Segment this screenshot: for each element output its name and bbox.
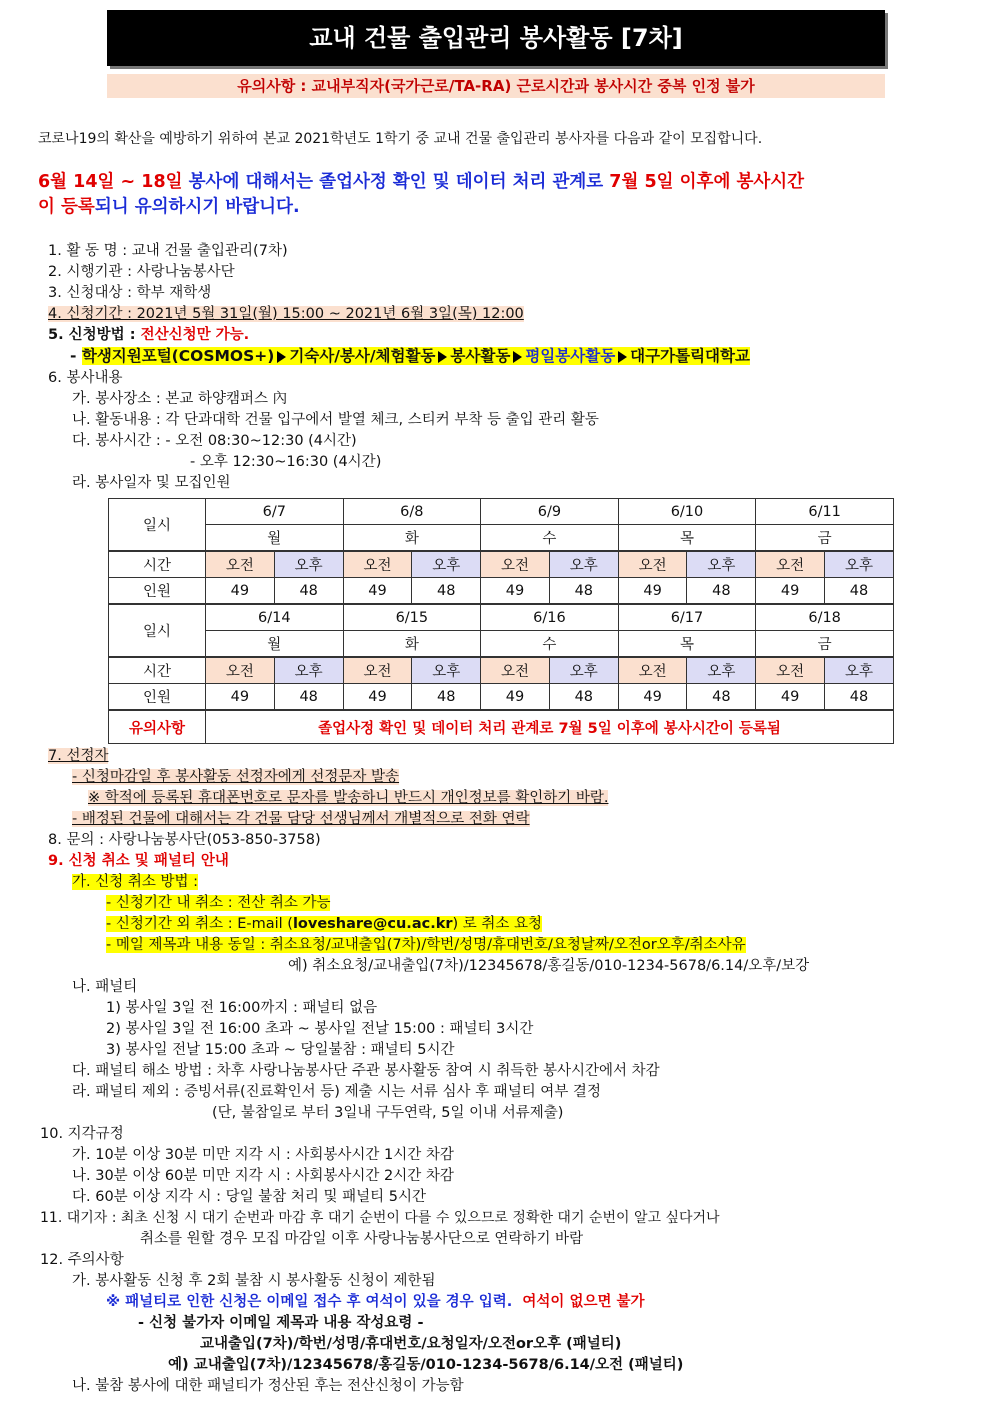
item-9a3-text: - 메일 제목과 내용 동일 : 취소요청/교내출입(7차)/학번/성명/휴대번호/요청날짜/오전or오후/취소사유 — [106, 937, 746, 953]
time-pm: 오후 — [274, 657, 343, 684]
count-pm: 48 — [274, 684, 343, 711]
triangle-right-icon — [513, 351, 522, 363]
path-step-university: 대구가톨릭대학교 — [630, 347, 750, 365]
count-am: 49 — [481, 578, 550, 605]
notice-banner: 유의사항 : 교내부직자(국가근로/TA-RA) 근로시간과 봉사시간 중복 인정 불가 — [107, 74, 885, 98]
item-12-example: 예) 교내출입(7차)/12345678/홍길동/010-1234-5678/6.14/오전 (패널티) — [168, 1357, 684, 1373]
schedule-date: 6/7 — [206, 499, 344, 525]
schedule-note-row — [109, 710, 894, 744]
item-9d2: (단, 불참일로 부터 3일내 구두연락, 5일 이내 서류제출) — [212, 1105, 564, 1121]
schedule-weekday: 화 — [343, 631, 481, 658]
count-pm: 48 — [549, 578, 618, 605]
path-step-volunteer: 봉사활동 — [450, 347, 511, 365]
time-pm: 오후 — [412, 657, 481, 684]
note-label: 유의사항 — [109, 710, 206, 744]
item-8: 8. 문의 : 사랑나눔봉사단(053-850-3758) — [48, 832, 321, 848]
item-2: 2. 시행기관 : 사랑나눔봉사단 — [48, 264, 235, 280]
apply-path-dash: - — [70, 347, 82, 365]
item-7c-text: - 배정된 건물에 대해서는 각 건물 담당 선생님께서 개별적으로 전화 연락 — [72, 811, 530, 827]
item-12-note-blue: ※ 패널티로 인한 신청은 이메일 접수 후 여석이 있을 경우 입력. — [106, 1294, 513, 1310]
item-9b3: 3) 봉사일 전날 15:00 초과 ~ 당일불참 : 패널티 5시간 — [106, 1042, 455, 1058]
schedule-date-row — [109, 499, 894, 525]
apply-method-online-only: 전산신청만 가능. — [140, 327, 250, 343]
schedule-date: 6/9 — [481, 499, 619, 525]
note-text: 졸업사정 확인 및 데이터 처리 관계로 7월 5일 이후에 봉사시간이 등록됨 — [206, 710, 894, 744]
item-3: 3. 신청대상 : 학부 재학생 — [48, 285, 212, 301]
label-count: 인원 — [109, 684, 206, 711]
schedule-time-row — [109, 551, 894, 578]
count-am: 49 — [343, 684, 412, 711]
item-9a2-prefix: - 신청기간 외 취소 : E-mail ( — [106, 916, 293, 932]
item-9a3 — [106, 935, 746, 955]
time-pm: 오후 — [412, 551, 481, 578]
path-step-portal: 학생지원포털(COSMOS+) — [81, 347, 275, 365]
schedule-day-row — [109, 525, 894, 552]
time-pm: 오후 — [549, 657, 618, 684]
item-11b: 취소를 원할 경우 모집 마감일 이후 사랑나눔봉사단으로 연락하기 바람 — [140, 1231, 584, 1247]
item-9a1 — [106, 893, 330, 913]
count-am: 49 — [206, 684, 275, 711]
schedule-day-row — [109, 631, 894, 658]
schedule-date: 6/14 — [206, 604, 344, 631]
schedule-date: 6/16 — [481, 604, 619, 631]
document-title: 교내 건물 출입관리 봉사활동 [7차] — [107, 10, 885, 66]
item-10: 10. 지각규정 — [40, 1126, 124, 1142]
item-12a: 가. 봉사활동 신청 후 2회 불참 시 봉사활동 신청이 제한됨 — [72, 1273, 436, 1289]
schedule-time-row — [109, 657, 894, 684]
time-pm: 오후 — [825, 657, 894, 684]
count-pm: 48 — [825, 684, 894, 711]
item-6-time-pm: - 오후 12:30~16:30 (4시간) — [190, 454, 382, 470]
time-pm: 오후 — [825, 551, 894, 578]
item-7b-text: ※ 학적에 등록된 휴대폰번호로 문자를 발송하니 반드시 개인정보를 확인하기 바람. — [88, 790, 609, 806]
item-4 — [48, 304, 524, 324]
item-12b: 나. 불참 봉사에 대한 패널티가 정산된 후는 전산신청이 가능함 — [72, 1378, 464, 1394]
item-12-format-title: - 신청 불가자 이메일 제목과 내용 작성요령 - — [138, 1315, 424, 1331]
item-7b — [88, 788, 608, 808]
item-9a-text: 가. 신청 취소 방법 : — [72, 874, 198, 890]
warning-text-3: 이 등록 — [38, 197, 95, 217]
schedule-weekday: 화 — [343, 525, 481, 552]
warning-text-2: 이후에 봉사시간 — [673, 172, 805, 192]
item-9b2: 2) 봉사일 3일 전 16:00 초과 ~ 봉사일 전날 15:00 : 패널티 3시간 — [106, 1021, 534, 1037]
count-am: 49 — [206, 578, 275, 605]
warning-dates: 6월 14일 ~ 18일 — [38, 172, 183, 192]
item-7-label: 7. 선정자 — [48, 748, 109, 764]
path-step-dorm: 기숙사/봉사/체험활동 — [289, 347, 436, 365]
item-7a-text: - 신청마감일 후 봉사활동 선정자에게 선정문자 발송 — [72, 769, 400, 785]
schedule-weekday: 수 — [481, 631, 619, 658]
schedule-count-row — [109, 578, 894, 605]
count-am: 49 — [343, 578, 412, 605]
item-5 — [48, 325, 249, 345]
item-1: 1. 활 동 명 : 교내 건물 출입관리(7차) — [48, 243, 288, 259]
schedule-date: 6/15 — [343, 604, 481, 631]
item-10a: 가. 10분 이상 30분 미만 지각 시 : 사회봉사시간 1시간 차감 — [72, 1147, 454, 1163]
count-am: 49 — [756, 578, 825, 605]
time-am: 오전 — [756, 657, 825, 684]
time-pm: 오후 — [687, 657, 756, 684]
time-am: 오전 — [206, 657, 275, 684]
time-am: 오전 — [618, 657, 687, 684]
schedule-date-row — [109, 604, 894, 631]
count-pm: 48 — [687, 684, 756, 711]
time-am: 오전 — [481, 551, 550, 578]
triangle-right-icon — [277, 351, 286, 363]
schedule-table — [108, 498, 894, 744]
label-count: 인원 — [109, 578, 206, 605]
item-9: 9. 신청 취소 및 패널티 안내 — [48, 853, 229, 869]
schedule-weekday: 목 — [618, 631, 756, 658]
label-time: 시간 — [109, 551, 206, 578]
apply-path-highlight — [82, 347, 750, 365]
count-pm: 48 — [549, 684, 618, 711]
count-am: 49 — [618, 578, 687, 605]
count-am: 49 — [481, 684, 550, 711]
apply-method-label: 5. 신청방법 : — [48, 327, 141, 343]
item-9d: 라. 패널티 제외 : 증빙서류(진료확인서 등) 제출 시는 서류 심사 후 패널티 여부 결정 — [72, 1084, 601, 1100]
item-7c — [72, 809, 530, 829]
item-12-note — [106, 1292, 645, 1312]
item-9c: 다. 패널티 해소 방법 : 차후 사랑나눔봉사단 주관 봉사활동 참여 시 취득한 봉사시간에서 차감 — [72, 1063, 660, 1079]
schedule-date: 6/17 — [618, 604, 756, 631]
label-date: 일시 — [109, 604, 206, 657]
item-6: 6. 봉사내용 — [48, 370, 123, 386]
email-address[interactable]: loveshare@cu.ac.kr — [292, 916, 453, 932]
time-pm: 오후 — [274, 551, 343, 578]
item-7a — [72, 767, 399, 787]
item-9b1: 1) 봉사일 3일 전 16:00까지 : 패널티 없음 — [106, 1000, 378, 1016]
path-step-weekday: 평일봉사활동 — [525, 347, 616, 365]
item-9a — [72, 872, 198, 892]
count-pm: 48 — [687, 578, 756, 605]
item-12: 12. 주의사항 — [40, 1252, 124, 1268]
warning-paragraph — [38, 170, 960, 220]
schedule-count-row — [109, 684, 894, 711]
label-date: 일시 — [109, 499, 206, 552]
item-6-schedule-label: 라. 봉사일자 및 모집인원 — [72, 475, 231, 491]
item-12-note-red: 여석이 없으면 불가 — [522, 1294, 645, 1310]
time-am: 오전 — [618, 551, 687, 578]
item-9b: 나. 패널티 — [72, 979, 138, 995]
item-9a2-suffix: ) 로 취소 요청 — [452, 916, 543, 932]
item-10c: 다. 60분 이상 지각 시 : 당일 불참 처리 및 패널티 5시간 — [72, 1189, 427, 1205]
schedule-weekday: 금 — [756, 631, 894, 658]
time-am: 오전 — [756, 551, 825, 578]
item-6-place: 가. 봉사장소 : 본교 하양캠퍼스 內 — [72, 391, 288, 407]
item-6-time-am: 다. 봉사시간 : - 오전 08:30~12:30 (4시간) — [72, 433, 357, 449]
schedule-date: 6/18 — [756, 604, 894, 631]
schedule-weekday: 목 — [618, 525, 756, 552]
warning-july-date: 7월 5일 — [609, 172, 674, 192]
time-am: 오전 — [481, 657, 550, 684]
count-pm: 48 — [412, 684, 481, 711]
time-pm: 오후 — [549, 551, 618, 578]
item-12-format: 교내출입(7차)/학번/성명/휴대번호/요청일자/오전or오후 (패널티) — [200, 1336, 622, 1352]
time-am: 오전 — [343, 551, 412, 578]
schedule-weekday: 월 — [206, 525, 344, 552]
schedule-weekday: 월 — [206, 631, 344, 658]
item-7 — [48, 746, 108, 766]
time-am: 오전 — [206, 551, 275, 578]
schedule-weekday: 수 — [481, 525, 619, 552]
time-am: 오전 — [343, 657, 412, 684]
schedule-weekday: 금 — [756, 525, 894, 552]
intro-text: 코로나19의 확산을 예방하기 위하여 본교 2021학년도 1학기 중 교내 건물 출입관리 봉사자를 다음과 같이 모집합니다. — [38, 131, 763, 147]
warning-text-4: 되니 유의하시기 바랍니다. — [94, 197, 300, 217]
triangle-right-icon — [438, 351, 447, 363]
count-pm: 48 — [825, 578, 894, 605]
label-time: 시간 — [109, 657, 206, 684]
apply-period: 4. 신청기간 : 2021년 5월 31일(월) 15:00 ~ 2021년 6월 3일(목) 12:00 — [48, 306, 524, 322]
schedule-date: 6/8 — [343, 499, 481, 525]
item-6-activity: 나. 활동내용 : 각 단과대학 건물 입구에서 발열 체크, 스티커 부착 등 출입 관리 활동 — [72, 412, 599, 428]
time-pm: 오후 — [687, 551, 756, 578]
count-am: 49 — [756, 684, 825, 711]
count-pm: 48 — [274, 578, 343, 605]
apply-path — [70, 346, 750, 366]
item-9a1-text: - 신청기간 내 취소 : 전산 취소 가능 — [106, 895, 331, 911]
count-pm: 48 — [412, 578, 481, 605]
triangle-right-icon — [618, 351, 627, 363]
warning-text-1: 봉사에 대해서는 졸업사정 확인 및 데이터 처리 관계로 — [182, 172, 610, 192]
schedule-date: 6/10 — [618, 499, 756, 525]
item-10b: 나. 30분 이상 60분 미만 지각 시 : 사회봉사시간 2시간 차감 — [72, 1168, 454, 1184]
count-am: 49 — [618, 684, 687, 711]
schedule-date: 6/11 — [756, 499, 894, 525]
item-9a2-highlight — [106, 916, 542, 932]
item-9a4: 예) 취소요청/교내출입(7차)/12345678/홍길동/010-1234-5678/6.14/오후/보강 — [288, 958, 810, 974]
item-11: 11. 대기자 : 최초 신청 시 대기 순번과 마감 후 대기 순번이 다를 수 있으므로 정확한 대기 순번이 알고 싶다거나 — [40, 1210, 720, 1226]
item-9a2 — [106, 914, 542, 934]
